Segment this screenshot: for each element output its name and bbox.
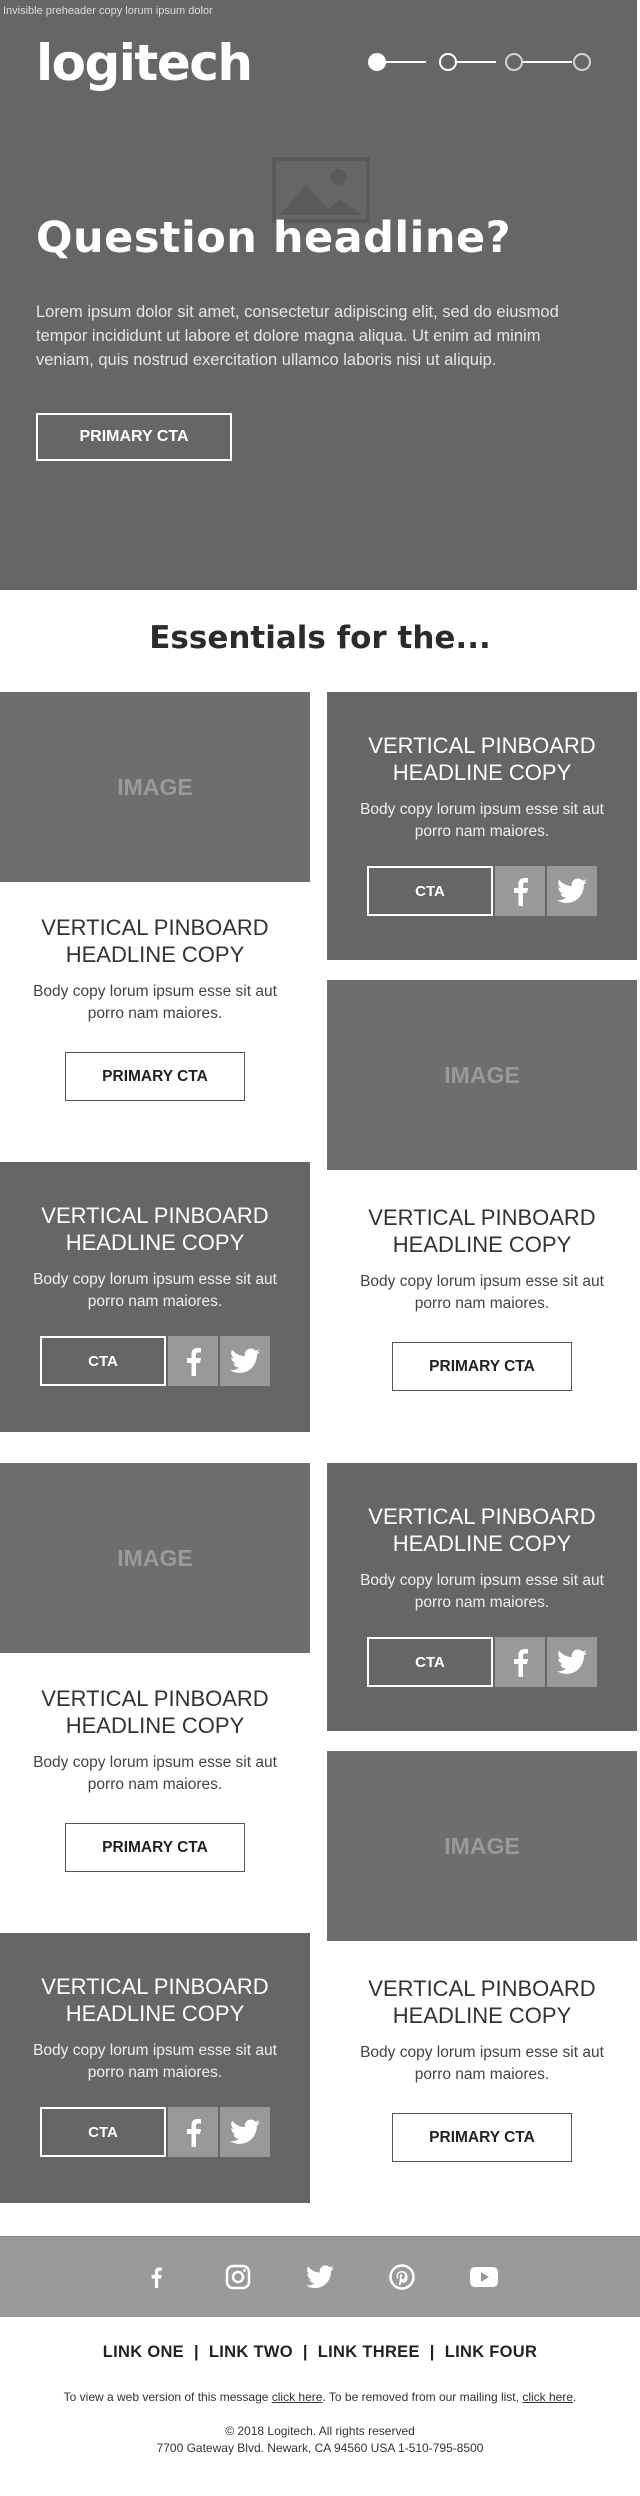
footer-instagram-link[interactable] <box>222 2261 254 2293</box>
facebook-icon <box>182 1346 204 1376</box>
progress-step-3 <box>505 53 523 71</box>
card-body-copy: Body copy lorum ipsum esse sit aut porro nam maiores. <box>360 1572 604 1611</box>
card-body-copy: Body copy lorum ipsum esse sit aut porro nam maiores. <box>360 1273 604 1312</box>
progress-step-2 <box>439 53 457 71</box>
youtube-icon <box>470 2267 498 2287</box>
progress-indicator <box>368 51 593 73</box>
card-headline: VERTICAL PINBOARD HEADLINE COPY <box>41 1203 269 1255</box>
cta-row <box>40 1336 270 1386</box>
pinboard-card <box>327 1463 637 1731</box>
image-label: IMAGE <box>444 1061 520 1088</box>
instagram-icon <box>225 2264 251 2290</box>
facebook-icon <box>509 876 531 906</box>
primary-cta-button[interactable]: PRIMARY CTA <box>65 1823 245 1872</box>
end-period: . <box>573 2390 577 2404</box>
progress-step-1 <box>368 53 386 71</box>
twitter-icon <box>230 2119 260 2145</box>
pinboard-card <box>0 882 310 1162</box>
hero-body-copy: Lorem ipsum dolor sit amet, consectetur adipiscing elit, sed do eiusmod tempor incididunt ut labore et dolore magna aliqua. Ut enim ad minim veniam, quis nostrud exercitation ullamco laboris nisi ut aliquip. <box>36 303 559 369</box>
twitter-share-button[interactable] <box>547 1637 597 1687</box>
footer-link-four[interactable]: LINK FOUR <box>444 2343 538 2361</box>
copyright-text: © 2018 Logitech. All rights reserved <box>225 2424 415 2438</box>
footer-legal <box>0 2423 640 2457</box>
progress-line <box>384 61 426 63</box>
hero-headline: Question headline? <box>36 213 512 263</box>
cta-button[interactable]: CTA <box>40 2107 166 2157</box>
card-image[interactable] <box>0 1463 310 1653</box>
hero-primary-cta-button[interactable]: PRIMARY CTA <box>36 413 232 461</box>
primary-cta-button[interactable]: PRIMARY CTA <box>392 2113 572 2162</box>
image-label: IMAGE <box>117 773 193 800</box>
cta-button[interactable]: CTA <box>367 1637 493 1687</box>
cta-row <box>40 2107 270 2157</box>
section-heading: Essentials for the... <box>149 620 491 656</box>
card-headline: VERTICAL PINBOARD HEADLINE COPY <box>368 1504 596 1556</box>
footer-youtube-link[interactable] <box>468 2261 500 2293</box>
cta-row <box>367 1637 597 1687</box>
card-headline: VERTICAL PINBOARD HEADLINE COPY <box>368 733 596 785</box>
cta-row <box>367 866 597 916</box>
card-image[interactable] <box>327 1751 637 1941</box>
facebook-share-button[interactable] <box>495 1637 545 1687</box>
facebook-icon <box>148 2263 164 2291</box>
card-body-copy: Body copy lorum ipsum esse sit aut porro nam maiores. <box>33 983 277 1022</box>
unsubscribe-prefix: . To be removed from our mailing list, <box>322 2390 523 2404</box>
footer-web-version-text <box>0 2390 640 2404</box>
web-version-prefix: To view a web version of this message <box>63 2390 272 2404</box>
image-label: IMAGE <box>117 1544 193 1571</box>
preheader-text: Invisible preheader copy lorum ipsum dolor <box>3 5 213 17</box>
pinboard-card <box>327 1941 637 2211</box>
twitter-icon <box>230 1348 260 1374</box>
twitter-share-button[interactable] <box>220 2107 270 2157</box>
cta-button[interactable]: CTA <box>367 866 493 916</box>
facebook-share-button[interactable] <box>168 1336 218 1386</box>
twitter-icon <box>557 878 587 904</box>
twitter-icon <box>306 2265 334 2289</box>
card-body-copy: Body copy lorum ipsum esse sit aut porro nam maiores. <box>33 1754 277 1793</box>
footer-twitter-link[interactable] <box>304 2261 336 2293</box>
card-image[interactable] <box>0 692 310 882</box>
logitech-logo[interactable]: logitech <box>36 34 252 92</box>
link-separator: | <box>429 2343 435 2361</box>
pinboard-card <box>0 1653 310 1933</box>
link-separator: | <box>193 2343 199 2361</box>
card-headline: VERTICAL PINBOARD HEADLINE COPY <box>41 1974 269 2026</box>
link-separator: | <box>302 2343 308 2361</box>
primary-cta-button[interactable]: PRIMARY CTA <box>65 1052 245 1101</box>
card-headline: VERTICAL PINBOARD HEADLINE COPY <box>368 1976 596 2028</box>
card-body-copy: Body copy lorum ipsum esse sit aut porro nam maiores. <box>33 2042 277 2081</box>
facebook-icon <box>509 1647 531 1677</box>
pinboard-card <box>327 692 637 960</box>
card-headline: VERTICAL PINBOARD HEADLINE COPY <box>41 1686 269 1738</box>
progress-step-4 <box>573 53 591 71</box>
facebook-icon <box>182 2117 204 2147</box>
facebook-share-button[interactable] <box>495 866 545 916</box>
facebook-share-button[interactable] <box>168 2107 218 2157</box>
pinboard-card <box>327 1170 637 1440</box>
pinterest-icon <box>389 2264 415 2290</box>
footer-link-one[interactable]: LINK ONE <box>102 2343 184 2361</box>
image-label: IMAGE <box>444 1832 520 1859</box>
footer-nav <box>0 2343 640 2362</box>
twitter-share-button[interactable] <box>220 1336 270 1386</box>
card-body-copy: Body copy lorum ipsum esse sit aut porro nam maiores. <box>33 1271 277 1310</box>
cta-button[interactable]: CTA <box>40 1336 166 1386</box>
footer-link-two[interactable]: LINK TWO <box>208 2343 293 2361</box>
footer-pinterest-link[interactable] <box>386 2261 418 2293</box>
web-version-link[interactable]: click here <box>271 2390 323 2404</box>
card-image[interactable] <box>327 980 637 1170</box>
card-headline: VERTICAL PINBOARD HEADLINE COPY <box>368 1205 596 1257</box>
unsubscribe-link[interactable]: click here <box>522 2390 573 2404</box>
footer-social-bar <box>0 2236 640 2317</box>
pinboard-card <box>0 1933 310 2203</box>
hero-section <box>0 0 637 590</box>
primary-cta-button[interactable]: PRIMARY CTA <box>392 1342 572 1391</box>
card-body-copy: Body copy lorum ipsum esse sit aut porro nam maiores. <box>360 2044 604 2083</box>
footer-facebook-link[interactable] <box>140 2261 172 2293</box>
twitter-icon <box>557 1649 587 1675</box>
footer-link-three[interactable]: LINK THREE <box>317 2343 420 2361</box>
address-text: 7700 Gateway Blvd. Newark, CA 94560 USA 1-510-795-8500 <box>156 2441 484 2455</box>
pinboard-card <box>0 1162 310 1432</box>
twitter-share-button[interactable] <box>547 866 597 916</box>
card-body-copy: Body copy lorum ipsum esse sit aut porro nam maiores. <box>360 801 604 840</box>
card-headline: VERTICAL PINBOARD HEADLINE COPY <box>41 915 269 967</box>
